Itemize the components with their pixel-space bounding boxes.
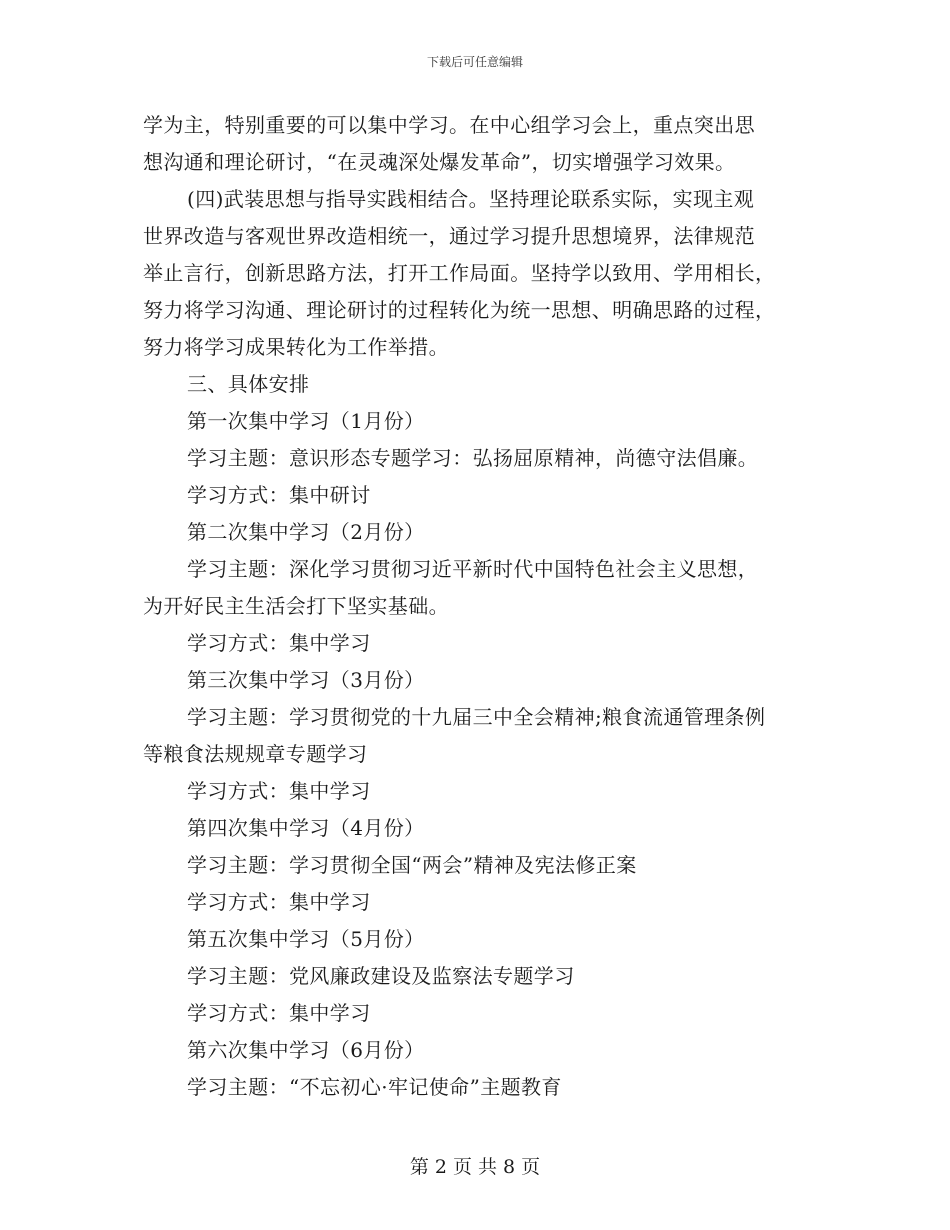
text-line: 努力将学习成果转化为工作举措。 bbox=[143, 335, 449, 359]
text-line: 学习主题：意识形态专题学习：弘扬屈原精神，尚德守法倡廉。 bbox=[187, 446, 759, 470]
text-line: 第一次集中学习（1月份） bbox=[187, 409, 425, 433]
text-line: (四)武装思想与指导实践相结合。坚持理论联系实际，实现主观 bbox=[187, 187, 755, 211]
text-line: 学习主题：学习贯彻党的十九届三中全会精神;粮食流通管理条例 bbox=[187, 705, 766, 729]
text-line: 学习主题：“不忘初心·牢记使命”主题教育 bbox=[187, 1075, 562, 1099]
text-line: 想沟通和理论研讨，“在灵魂深处爆发革命”，切实增强学习效果。 bbox=[143, 150, 736, 174]
text-line: 学习方式：集中学习 bbox=[187, 779, 371, 803]
section-heading: 三、具体安排 bbox=[187, 372, 310, 396]
text-line: 努力将学习沟通、理论研讨的过程转化为统一思想、明确思路的过程， bbox=[143, 298, 776, 322]
page-header: 下载后可任意编辑 bbox=[426, 55, 523, 69]
text-line: 等粮食法规规章专题学习 bbox=[143, 742, 368, 766]
text-line: 为开好民主生活会打下坚实基础。 bbox=[143, 594, 449, 618]
text-line: 学习方式：集中学习 bbox=[187, 1001, 371, 1025]
text-line: 举止言行，创新思路方法，打开工作局面。坚持学以致用、学用相长， bbox=[143, 261, 776, 285]
text-line: 学习方式：集中研讨 bbox=[187, 483, 371, 507]
text-line: 学习方式：集中学习 bbox=[187, 631, 371, 655]
text-line: 第四次集中学习（4月份） bbox=[187, 816, 425, 840]
text-line: 第二次集中学习（2月份） bbox=[187, 520, 425, 544]
text-line: 学习主题：深化学习贯彻习近平新时代中国特色社会主义思想， bbox=[187, 557, 759, 581]
text-line: 第三次集中学习（3月份） bbox=[187, 668, 425, 692]
document-body bbox=[143, 107, 815, 1106]
text-line: 学习方式：集中学习 bbox=[187, 890, 371, 914]
text-line: 学习主题：党风廉政建设及监察法专题学习 bbox=[187, 964, 575, 988]
text-line: 第五次集中学习（5月份） bbox=[187, 927, 425, 951]
text-line: 学习主题：学习贯彻全国“两会”精神及宪法修正案 bbox=[187, 853, 637, 877]
text-line: 世界改造与客观世界改造相统一，通过学习提升思想境界，法律规范 bbox=[143, 224, 755, 248]
text-line: 学为主，特别重要的可以集中学习。在中心组学习会上，重点突出思 bbox=[143, 113, 755, 137]
page-number: 第 2 页 共 8 页 bbox=[409, 1156, 541, 1178]
text-line: 第六次集中学习（6月份） bbox=[187, 1038, 425, 1062]
